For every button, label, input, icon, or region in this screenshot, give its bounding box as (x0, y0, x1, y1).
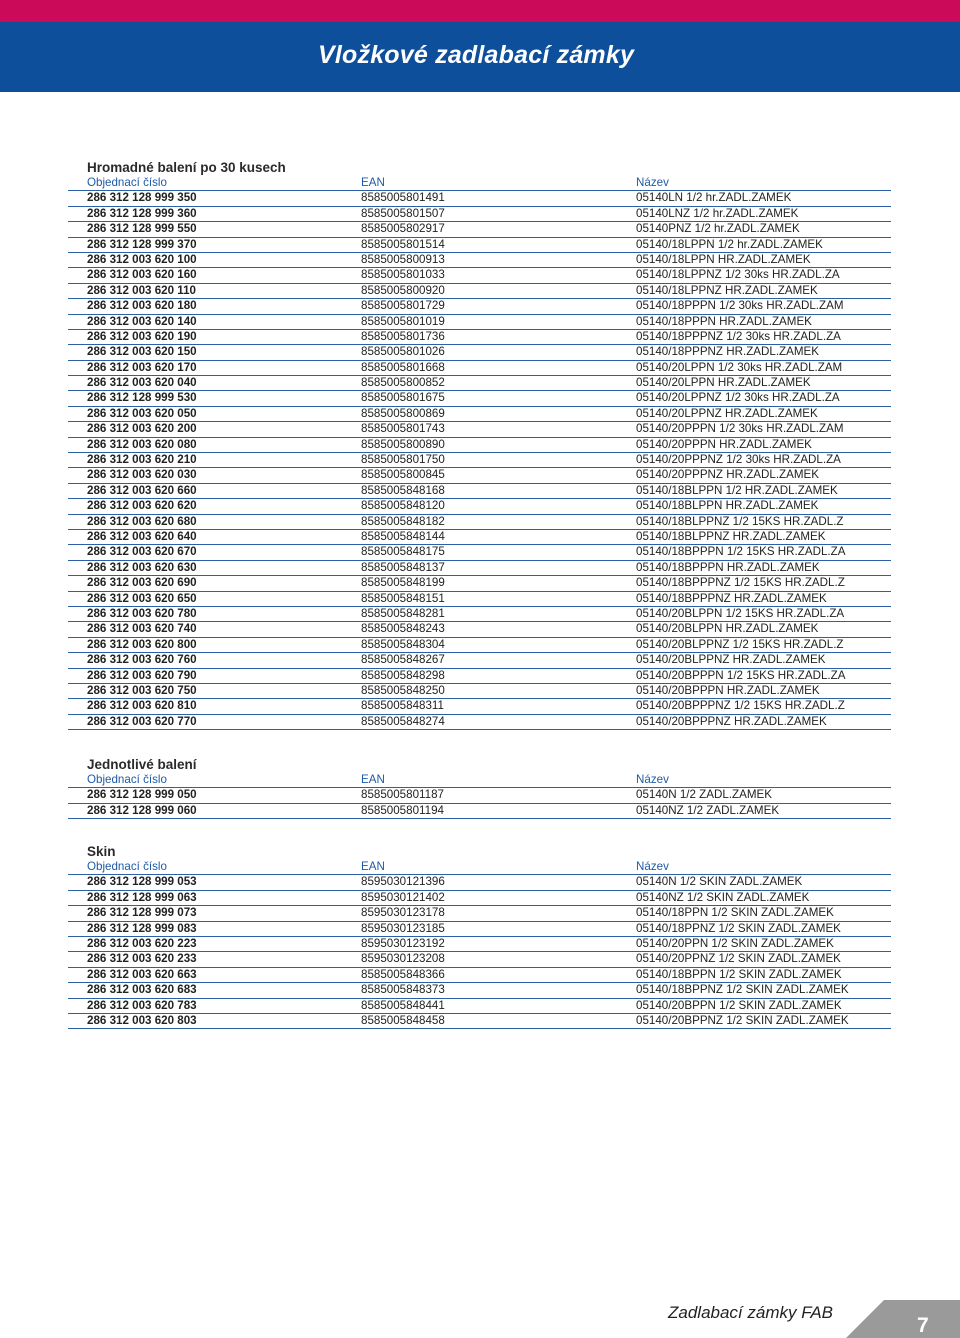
order-number-cell: 286 312 003 620 170 (87, 360, 197, 374)
ean-cell: 8595030121402 (361, 890, 445, 904)
order-number-cell: 286 312 003 620 750 (87, 683, 197, 697)
name-cell: 05140/20BPPNZ 1/2 SKIN ZADL.ZAMEK (636, 1013, 849, 1027)
table-header-row (68, 176, 891, 191)
order-number-cell: 286 312 003 620 660 (87, 483, 197, 497)
order-number-cell: 286 312 003 620 790 (87, 668, 197, 682)
order-number-cell: 286 312 003 620 210 (87, 453, 197, 467)
section-skin (68, 844, 891, 1029)
order-number-cell: 286 312 003 620 223 (87, 936, 197, 950)
table-row (68, 622, 891, 637)
order-number-cell: 286 312 003 620 683 (87, 983, 197, 997)
ean-cell: 8585005848151 (361, 591, 445, 605)
table-header-row (68, 773, 891, 788)
table-header-row (68, 860, 891, 875)
name-cell: 05140/20BLPPNZ 1/2 15KS HR.ZADL.Z (636, 637, 844, 651)
ean-cell: 8585005801187 (361, 788, 444, 802)
column-header-name: Název (636, 176, 669, 189)
table-row (68, 407, 891, 422)
ean-cell: 8585005848274 (361, 714, 445, 728)
section-title: Skin (87, 844, 116, 859)
table-row (68, 376, 891, 391)
table-row (68, 875, 891, 890)
name-cell: 05140/20LPPN 1/2 30ks HR.ZADL.ZAM (636, 360, 843, 374)
table-row (68, 391, 891, 406)
ean-cell: 8595030123192 (361, 936, 445, 950)
table-row (68, 653, 891, 668)
column-header-order-number: Objednací číslo (87, 176, 167, 189)
ean-cell: 8585005848373 (361, 983, 445, 997)
order-number-cell: 286 312 003 620 050 (87, 406, 197, 420)
name-cell: 05140/20PPNZ 1/2 SKIN ZADL.ZAMEK (636, 952, 841, 966)
ean-cell: 8585005801736 (361, 329, 445, 343)
order-number-cell: 286 312 003 620 110 (87, 283, 196, 297)
table-row (68, 576, 891, 591)
order-number-cell: 286 312 003 620 140 (87, 314, 197, 328)
name-cell: 05140/20PPPNZ HR.ZADL.ZAMEK (636, 468, 819, 482)
order-number-cell: 286 312 003 620 670 (87, 545, 197, 559)
order-number-cell: 286 312 003 620 233 (87, 952, 197, 966)
name-cell: 05140/18BLPPNZ HR.ZADL.ZAMEK (636, 529, 826, 543)
table-row (68, 253, 891, 268)
name-cell: 05140LN 1/2 hr.ZADL.ZAMEK (636, 191, 792, 205)
name-cell: 05140/20BLPPN 1/2 15KS HR.ZADL.ZA (636, 606, 845, 620)
order-number-cell: 286 312 003 620 800 (87, 637, 197, 651)
order-number-cell: 286 312 003 620 190 (87, 329, 197, 343)
top-accent-stripe (0, 0, 960, 22)
table-row (68, 592, 891, 607)
table-row (68, 937, 891, 952)
table-row (68, 545, 891, 560)
order-number-cell: 286 312 003 620 663 (87, 967, 197, 981)
table-row (68, 699, 891, 714)
ean-cell: 8585005801019 (361, 314, 445, 328)
ean-cell: 8585005801729 (361, 299, 445, 313)
ean-cell: 8585005848281 (361, 606, 445, 620)
ean-cell: 8585005801491 (361, 191, 445, 205)
name-cell: 05140/18BPPPN HR.ZADL.ZAMEK (636, 560, 820, 574)
ean-cell: 8585005800845 (361, 468, 445, 482)
name-cell: 05140/18BLPPN 1/2 HR.ZADL.ZAMEK (636, 483, 838, 497)
ean-cell: 8585005848311 (361, 699, 444, 713)
ean-cell: 8585005800920 (361, 283, 445, 297)
order-number-cell: 286 312 003 620 100 (87, 252, 197, 266)
section-single-packaging (68, 757, 891, 819)
column-header-name: Název (636, 860, 669, 873)
ean-cell: 8585005848267 (361, 653, 445, 667)
table-row (68, 453, 891, 468)
table-row (68, 922, 891, 937)
column-header-order-number: Objednací číslo (87, 860, 167, 873)
ean-cell: 8585005848144 (361, 529, 445, 543)
table-row (68, 299, 891, 314)
table-row (68, 438, 891, 453)
ean-cell: 8585005848366 (361, 967, 445, 981)
table-row (68, 788, 891, 803)
column-header-ean: EAN (361, 860, 385, 873)
name-cell: 05140/20PPPN HR.ZADL.ZAMEK (636, 437, 812, 451)
table-row (68, 638, 891, 653)
ean-cell: 8585005848120 (361, 499, 445, 513)
order-number-cell: 286 312 003 620 690 (87, 576, 197, 590)
name-cell: 05140/18PPNZ 1/2 SKIN ZADL.ZAMEK (636, 921, 841, 935)
name-cell: 05140/18PPPNZ 1/2 30ks HR.ZADL.ZA (636, 329, 841, 343)
name-cell: 05140/20BLPPN HR.ZADL.ZAMEK (636, 622, 819, 636)
order-number-cell: 286 312 003 620 180 (87, 299, 197, 313)
name-cell: 05140/20PPPN 1/2 30ks HR.ZADL.ZAM (636, 422, 844, 436)
order-number-cell: 286 312 003 620 680 (87, 514, 197, 528)
table-row (68, 268, 891, 283)
name-cell: 05140/18BLPPNZ 1/2 15KS HR.ZADL.Z (636, 514, 844, 528)
ean-cell: 8585005801675 (361, 391, 445, 405)
name-cell: 05140/20BPPPNZ HR.ZADL.ZAMEK (636, 714, 827, 728)
footer-title: Zadlabací zámky FAB (668, 1303, 834, 1322)
ean-cell: 8585005801668 (361, 360, 445, 374)
order-number-cell: 286 312 003 620 803 (87, 1013, 197, 1027)
name-cell: 05140/20PPPNZ 1/2 30ks HR.ZADL.ZA (636, 453, 841, 467)
name-cell: 05140/18BPPPNZ HR.ZADL.ZAMEK (636, 591, 827, 605)
table-row (68, 345, 891, 360)
ean-cell: 8585005848182 (361, 514, 445, 528)
table-row (68, 422, 891, 437)
ean-cell: 8585005800913 (361, 252, 445, 266)
table-row (68, 238, 891, 253)
footer-tab-shape (846, 1300, 960, 1338)
order-number-cell: 286 312 128 999 360 (87, 206, 197, 220)
table-row (68, 715, 891, 730)
table-row (68, 999, 891, 1014)
order-number-cell: 286 312 128 999 060 (87, 803, 197, 817)
ean-cell: 8585005800890 (361, 437, 445, 451)
column-header-ean: EAN (361, 773, 385, 786)
table-row (68, 468, 891, 483)
table-row (68, 1014, 891, 1029)
footer-page-tab (846, 1300, 960, 1338)
order-number-cell: 286 312 003 620 150 (87, 345, 197, 359)
table-row (68, 515, 891, 530)
name-cell: 05140/18BPPNZ 1/2 SKIN ZADL.ZAMEK (636, 983, 849, 997)
name-cell: 05140/20LPPNZ HR.ZADL.ZAMEK (636, 406, 818, 420)
order-number-cell: 286 312 003 620 620 (87, 499, 197, 513)
ean-cell: 8595030121396 (361, 875, 445, 889)
name-cell: 05140/18BPPPN 1/2 15KS HR.ZADL.ZA (636, 545, 846, 559)
ean-cell: 8585005848298 (361, 668, 445, 682)
ean-cell: 8585005802917 (361, 222, 445, 236)
table-row (68, 891, 891, 906)
order-number-cell: 286 312 128 999 530 (87, 391, 197, 405)
order-number-cell: 286 312 128 999 083 (87, 921, 197, 935)
column-header-ean: EAN (361, 176, 385, 189)
ean-cell: 8585005848458 (361, 1013, 445, 1027)
name-cell: 05140/20BPPPN HR.ZADL.ZAMEK (636, 683, 820, 697)
ean-cell: 8585005848199 (361, 576, 445, 590)
order-number-cell: 286 312 003 620 740 (87, 622, 197, 636)
order-number-cell: 286 312 128 999 063 (87, 890, 197, 904)
ean-cell: 8585005801750 (361, 453, 445, 467)
name-cell: 05140/20LPPN HR.ZADL.ZAMEK (636, 376, 811, 390)
order-number-cell: 286 312 128 999 370 (87, 237, 197, 251)
ean-cell: 8585005801514 (361, 237, 445, 251)
name-cell: 05140N 1/2 SKIN ZADL.ZAMEK (636, 875, 803, 889)
table-row (68, 530, 891, 545)
ean-cell: 8585005800852 (361, 376, 445, 390)
table-row (68, 669, 891, 684)
name-cell: 05140/18PPPN HR.ZADL.ZAMEK (636, 314, 812, 328)
name-cell: 05140/20BLPPNZ HR.ZADL.ZAMEK (636, 653, 826, 667)
ean-cell: 8585005801194 (361, 803, 444, 817)
section-title: Hromadné balení po 30 kusech (87, 160, 286, 175)
table-row (68, 315, 891, 330)
name-cell: 05140/20PPN 1/2 SKIN ZADL.ZAMEK (636, 936, 834, 950)
section-title: Jednotlivé balení (87, 757, 197, 772)
table-row (68, 499, 891, 514)
table-row (68, 561, 891, 576)
name-cell: 05140/18BLPPN HR.ZADL.ZAMEK (636, 499, 819, 513)
page-number: 7 (917, 1314, 929, 1337)
order-number-cell: 286 312 003 620 080 (87, 437, 197, 451)
ean-cell: 8585005848250 (361, 683, 445, 697)
name-cell: 05140/18LPPNZ HR.ZADL.ZAMEK (636, 283, 818, 297)
table-row (68, 906, 891, 921)
order-number-cell: 286 312 003 620 640 (87, 529, 197, 543)
ean-cell: 8585005848304 (361, 637, 445, 651)
order-number-cell: 286 312 128 999 550 (87, 222, 197, 236)
order-number-cell: 286 312 128 999 350 (87, 191, 197, 205)
ean-cell: 8585005801743 (361, 422, 445, 436)
table-row (68, 968, 891, 983)
table-row (68, 983, 891, 998)
name-cell: 05140/18PPPNZ HR.ZADL.ZAMEK (636, 345, 819, 359)
section-bulk-packaging (68, 160, 891, 730)
order-number-cell: 286 312 128 999 050 (87, 788, 197, 802)
name-cell: 05140NZ 1/2 SKIN ZADL.ZAMEK (636, 890, 810, 904)
name-cell: 05140/20BPPPN 1/2 15KS HR.ZADL.ZA (636, 668, 846, 682)
table-row (68, 684, 891, 699)
name-cell: 05140/18BPPN 1/2 SKIN ZADL.ZAMEK (636, 967, 842, 981)
ean-cell: 8585005801026 (361, 345, 445, 359)
ean-cell: 8595030123185 (361, 921, 445, 935)
name-cell: 05140N 1/2 ZADL.ZAMEK (636, 788, 772, 802)
name-cell: 05140PNZ 1/2 hr.ZADL.ZAMEK (636, 222, 800, 236)
order-number-cell: 286 312 003 620 160 (87, 268, 197, 282)
ean-cell: 8585005848243 (361, 622, 445, 636)
name-cell: 05140/18LPPN HR.ZADL.ZAMEK (636, 252, 811, 266)
table-row (68, 952, 891, 967)
ean-cell: 8585005848175 (361, 545, 445, 559)
order-number-cell: 286 312 003 620 040 (87, 376, 197, 390)
name-cell: 05140/20BPPN 1/2 SKIN ZADL.ZAMEK (636, 998, 842, 1012)
name-cell: 05140/18LPPNZ 1/2 30ks HR.ZADL.ZA (636, 268, 840, 282)
order-number-cell: 286 312 003 620 650 (87, 591, 197, 605)
name-cell: 05140NZ 1/2 ZADL.ZAMEK (636, 803, 780, 817)
order-number-cell: 286 312 128 999 053 (87, 875, 197, 889)
ean-cell: 8585005801033 (361, 268, 445, 282)
table-row (68, 284, 891, 299)
ean-cell: 8585005848441 (361, 998, 445, 1012)
order-number-cell: 286 312 003 620 200 (87, 422, 197, 436)
table-row (68, 330, 891, 345)
ean-cell: 8585005848168 (361, 483, 445, 497)
table-row (68, 484, 891, 499)
order-number-cell: 286 312 003 620 783 (87, 998, 197, 1012)
ean-cell: 8585005801507 (361, 206, 445, 220)
column-header-order-number: Objednací číslo (87, 773, 167, 786)
table-row (68, 607, 891, 622)
order-number-cell: 286 312 003 620 780 (87, 606, 197, 620)
page-title: Vložkové zadlabací zámky (318, 41, 635, 69)
name-cell: 05140LNZ 1/2 hr.ZADL.ZAMEK (636, 206, 799, 220)
order-number-cell: 286 312 003 620 630 (87, 560, 197, 574)
name-cell: 05140/20LPPNZ 1/2 30ks HR.ZADL.ZA (636, 391, 840, 405)
table-row (68, 222, 891, 237)
name-cell: 05140/20BPPPNZ 1/2 15KS HR.ZADL.Z (636, 699, 845, 713)
ean-cell: 8585005848137 (361, 560, 445, 574)
name-cell: 05140/18LPPN 1/2 hr.ZADL.ZAMEK (636, 237, 823, 251)
table-row (68, 191, 891, 206)
order-number-cell: 286 312 003 620 810 (87, 699, 197, 713)
order-number-cell: 286 312 128 999 073 (87, 906, 197, 920)
column-header-name: Název (636, 773, 669, 786)
order-number-cell: 286 312 003 620 030 (87, 468, 197, 482)
order-number-cell: 286 312 003 620 770 (87, 714, 197, 728)
name-cell: 05140/18PPN 1/2 SKIN ZADL.ZAMEK (636, 906, 834, 920)
ean-cell: 8595030123178 (361, 906, 445, 920)
name-cell: 05140/18BPPPNZ 1/2 15KS HR.ZADL.Z (636, 576, 845, 590)
table-row (68, 804, 891, 819)
ean-cell: 8595030123208 (361, 952, 445, 966)
order-number-cell: 286 312 003 620 760 (87, 653, 197, 667)
ean-cell: 8585005800869 (361, 406, 445, 420)
table-row (68, 361, 891, 376)
table-row (68, 207, 891, 222)
name-cell: 05140/18PPPN 1/2 30ks HR.ZADL.ZAM (636, 299, 844, 313)
